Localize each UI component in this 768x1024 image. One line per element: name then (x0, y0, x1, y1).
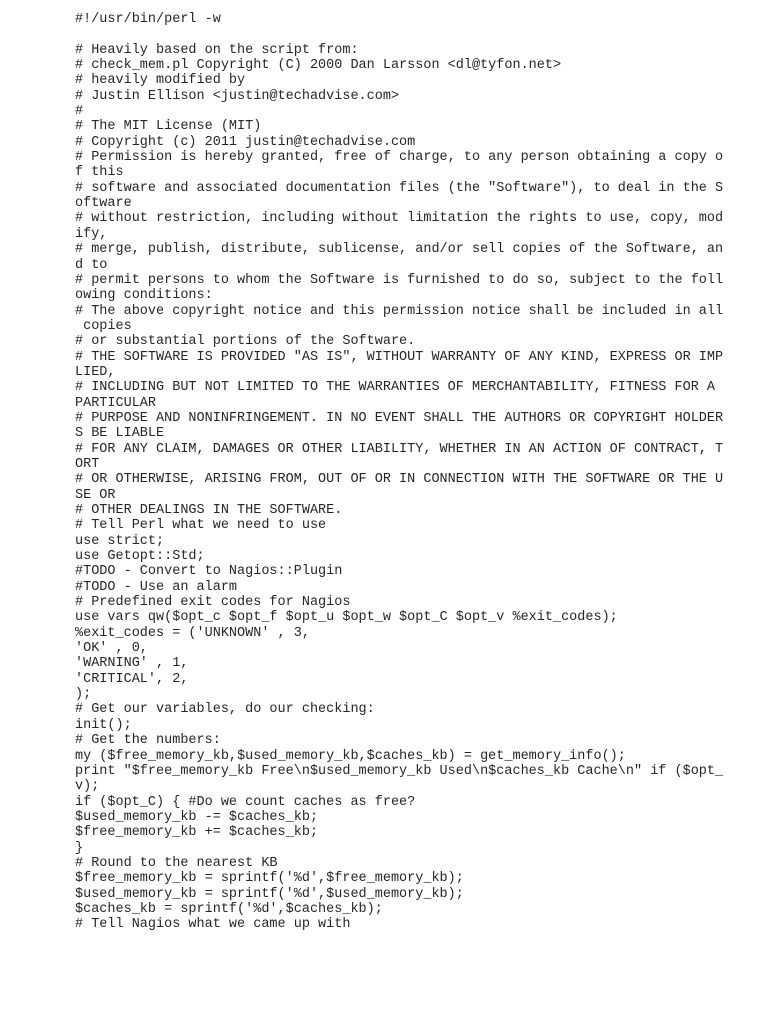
code-line: # merge, publish, distribute, sublicense, and/or sell copies of the Software, an (75, 242, 724, 258)
code-line: # OTHER DEALINGS IN THE SOFTWARE. (75, 503, 343, 518)
code-line: # software and associated documentation files (the "Software"), to deal in the S (75, 180, 724, 196)
code-line: f this (75, 165, 124, 181)
code-line: # heavily modified by (75, 73, 246, 89)
code-line: use vars qw($opt_c $opt_f $opt_u $opt_w $opt_C $opt_v %exit_codes); (75, 610, 618, 626)
code-line: #TODO - Use an alarm (75, 579, 238, 595)
code-line: #TODO - Convert to Nagios::Plugin (75, 564, 343, 580)
code-line: # Tell Perl what we need to use (75, 518, 327, 534)
code-line: owing conditions: (75, 288, 213, 304)
code-line: v); (75, 779, 100, 795)
code-line: use Getopt::Std; (75, 549, 205, 565)
code-line: ); (75, 687, 92, 703)
code-line: %exit_codes = ('UNKNOWN' , 3, (75, 625, 310, 641)
code-line: if ($opt_C) { #Do we count caches as free? (75, 794, 416, 810)
code-line: $free_memory_kb = sprintf('%d',$free_memory_kb); (75, 871, 464, 887)
code-line: # INCLUDING BUT NOT LIMITED TO THE WARRANTIES OF MERCHANTABILITY, FITNESS FOR A (75, 380, 716, 396)
code-line: # The above copyright notice and this permission notice shall be included in all (75, 303, 724, 319)
code-line: # check_mem.pl Copyright (C) 2000 Dan Larsson <dl@tyfon.net> (75, 58, 562, 74)
code-line: # FOR ANY CLAIM, DAMAGES OR OTHER LIABILITY, WHETHER IN AN ACTION OF CONTRACT, T (75, 441, 724, 457)
code-line: # OR OTHERWISE, ARISING FROM, OUT OF OR IN CONNECTION WITH THE SOFTWARE OR THE U (75, 472, 724, 488)
code-line: print "$free_memory_kb Free\n$used_memory_kb Used\n$caches_kb Cache\n" if ($opt_ (75, 763, 724, 779)
code-line: # (75, 104, 84, 120)
code-line: 'CRITICAL', 2, (75, 671, 189, 687)
code-line: # The MIT License (MIT) (75, 119, 262, 135)
code-line: PARTICULAR (75, 395, 157, 411)
code-line: my ($free_memory_kb,$used_memory_kb,$caches_kb) = get_memory_info(); (75, 748, 626, 764)
code-line: copies (75, 318, 132, 334)
code-line: # Heavily based on the script from: (75, 42, 359, 58)
code-line: 'OK' , 0, (75, 641, 148, 657)
code-line: # Round to the nearest KB (75, 855, 278, 871)
code-line: 'WARNING' , 1, (75, 656, 189, 672)
code-line: $used_memory_kb = sprintf('%d',$used_memory_kb); (75, 886, 464, 902)
code-line: LIED, (75, 364, 116, 380)
code-line: # Get the numbers: (75, 733, 221, 749)
code-line: S BE LIABLE (75, 426, 165, 442)
code-line: ify, (75, 226, 108, 242)
code-line: d to (75, 257, 108, 273)
code-line: $used_memory_kb -= $caches_kb; (75, 809, 319, 825)
code-line: SE OR (75, 487, 116, 503)
code-line: # Tell Nagios what we came up with (75, 917, 351, 933)
code-line: # THE SOFTWARE IS PROVIDED "AS IS", WITHOUT WARRANTY OF ANY KIND, EXPRESS OR IMP (75, 349, 724, 365)
perl-script-listing (75, 12, 723, 933)
code-line: oftware (75, 196, 132, 212)
code-line: init(); (75, 717, 132, 733)
code-line: $free_memory_kb += $caches_kb; (75, 825, 319, 841)
code-line: use strict; (75, 533, 165, 549)
code-line: # without restriction, including without limitation the rights to use, copy, mod (75, 211, 724, 227)
code-line: ORT (75, 456, 100, 472)
code-line (75, 27, 723, 42)
code-line: $caches_kb = sprintf('%d',$caches_kb); (75, 901, 383, 917)
code-line: # Get our variables, do our checking: (75, 702, 375, 718)
code-line: # permit persons to whom the Software is furnished to do so, subject to the foll (75, 272, 724, 288)
code-line: # or substantial portions of the Software. (75, 334, 416, 350)
code-line: # Predefined exit codes for Nagios (75, 595, 351, 611)
code-line: } (75, 840, 84, 856)
code-line: # PURPOSE AND NONINFRINGEMENT. IN NO EVENT SHALL THE AUTHORS OR COPYRIGHT HOLDER (75, 410, 724, 426)
code-line: #!/usr/bin/perl -w (75, 12, 221, 27)
code-line: # Permission is hereby granted, free of charge, to any person obtaining a copy o (75, 150, 724, 166)
code-line: # Justin Ellison <justin@techadvise.com> (75, 88, 400, 104)
code-line: # Copyright (c) 2011 justin@techadvise.com (75, 134, 416, 150)
